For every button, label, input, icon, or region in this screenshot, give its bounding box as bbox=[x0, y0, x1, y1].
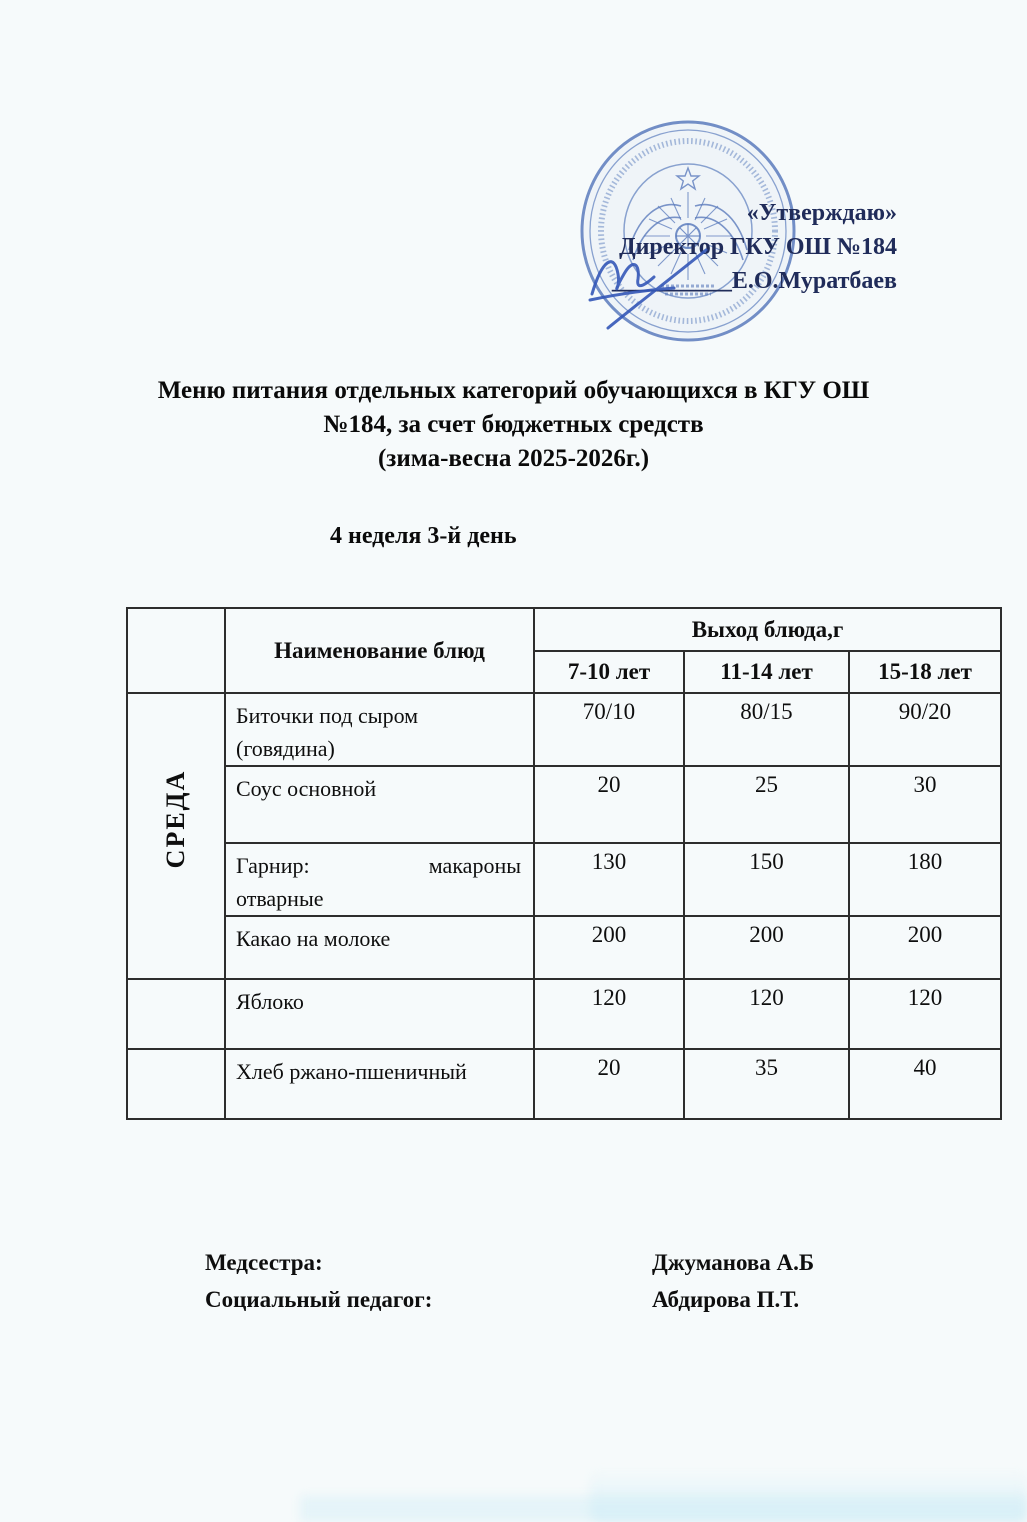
portion-value-cell: 90/20 bbox=[849, 693, 1001, 766]
portion-value-cell: 180 bbox=[849, 843, 1001, 916]
dish-name-line: Яблоко bbox=[236, 989, 304, 1014]
portion-value-cell: 120 bbox=[534, 979, 684, 1049]
dish-name-line: Гарнир: макароны bbox=[236, 853, 521, 878]
portion-value-cell: 120 bbox=[684, 979, 849, 1049]
dish-name-line: отварные bbox=[236, 886, 324, 911]
scan-artifact bbox=[300, 1496, 1027, 1522]
portion-value-cell: 200 bbox=[534, 916, 684, 979]
title-line-1: Меню питания отдельных категорий обучающихся в КГУ ОШ bbox=[157, 377, 870, 404]
table-header-row bbox=[127, 608, 1001, 651]
table-row bbox=[127, 693, 1001, 766]
signature-row bbox=[205, 1287, 905, 1313]
menu-table bbox=[126, 607, 1002, 1120]
portion-value-cell: 40 bbox=[849, 1049, 1001, 1119]
handwritten-signature bbox=[578, 228, 763, 333]
dish-name-cell bbox=[225, 916, 534, 979]
dish-name-cell bbox=[225, 1049, 534, 1119]
portion-value-cell: 35 bbox=[684, 1049, 849, 1119]
portion-value-cell: 200 bbox=[849, 916, 1001, 979]
dish-name-line: Хлеб ржано-пшеничный bbox=[236, 1059, 467, 1084]
signature-blank: __________ bbox=[611, 268, 732, 294]
portion-value-cell: 20 bbox=[534, 766, 684, 843]
output-header: Выход блюда,г bbox=[534, 608, 1001, 651]
portion-value-cell: 30 bbox=[849, 766, 1001, 843]
director-name: Е.О.Муратбаев bbox=[731, 268, 897, 294]
table-row bbox=[127, 916, 1001, 979]
signature-name: Абдирова П.Т. bbox=[652, 1287, 800, 1312]
dish-name-cell bbox=[225, 766, 534, 843]
table-row bbox=[127, 979, 1001, 1049]
dish-name-line: Биточки под сыром bbox=[236, 703, 419, 728]
portion-value-cell: 20 bbox=[534, 1049, 684, 1119]
portion-value-cell: 25 bbox=[684, 766, 849, 843]
dish-name-line: (говядина) bbox=[236, 736, 335, 761]
age-group-header-15-18: 15-18 лет bbox=[849, 651, 1001, 693]
signature-row bbox=[205, 1250, 905, 1276]
week-day-subtitle: 4 неделя 3-й день bbox=[330, 523, 517, 549]
title-line-3: (зима-весна 2025-2026г.) bbox=[377, 445, 650, 472]
dish-name-header: Наименование блюд bbox=[225, 608, 534, 693]
portion-value-cell: 70/10 bbox=[534, 693, 684, 766]
dish-name-cell bbox=[225, 979, 534, 1049]
signature-role: Социальный педагог: bbox=[205, 1287, 433, 1312]
age-group-header-11-14: 11-14 лет bbox=[684, 651, 849, 693]
portion-value-cell: 130 bbox=[534, 843, 684, 916]
day-header-cell bbox=[127, 608, 225, 693]
signature-role: Медсестра: bbox=[205, 1250, 323, 1275]
scan-artifact bbox=[590, 1468, 1027, 1522]
dish-name-cell bbox=[225, 693, 534, 766]
dish-name-cell bbox=[225, 843, 534, 916]
portion-value-cell: 120 bbox=[849, 979, 1001, 1049]
table-row bbox=[127, 766, 1001, 843]
title-line-2: №184, за счет бюджетных средств bbox=[323, 411, 704, 438]
dish-name-line: Соус основной bbox=[236, 776, 377, 801]
approval-line-1: «Утверждаю» bbox=[746, 200, 897, 226]
menu-table-body bbox=[127, 693, 1001, 1119]
signature-name: Джуманова А.Б bbox=[652, 1250, 815, 1275]
portion-value-cell: 150 bbox=[684, 843, 849, 916]
table-row bbox=[127, 1049, 1001, 1119]
age-group-header-7-10: 7-10 лет bbox=[534, 651, 684, 693]
day-cell-empty bbox=[127, 1049, 225, 1119]
day-cell bbox=[127, 693, 225, 979]
day-cell-empty bbox=[127, 979, 225, 1049]
dish-name-line: Какао на молоке bbox=[236, 926, 391, 951]
day-label: СРЕДА bbox=[161, 769, 190, 869]
portion-value-cell: 200 bbox=[684, 916, 849, 979]
document-title bbox=[0, 374, 1027, 476]
portion-value-cell: 80/15 bbox=[684, 693, 849, 766]
table-row bbox=[127, 843, 1001, 916]
approval-line-2: Директор ГКУ ОШ №184 bbox=[619, 234, 897, 260]
